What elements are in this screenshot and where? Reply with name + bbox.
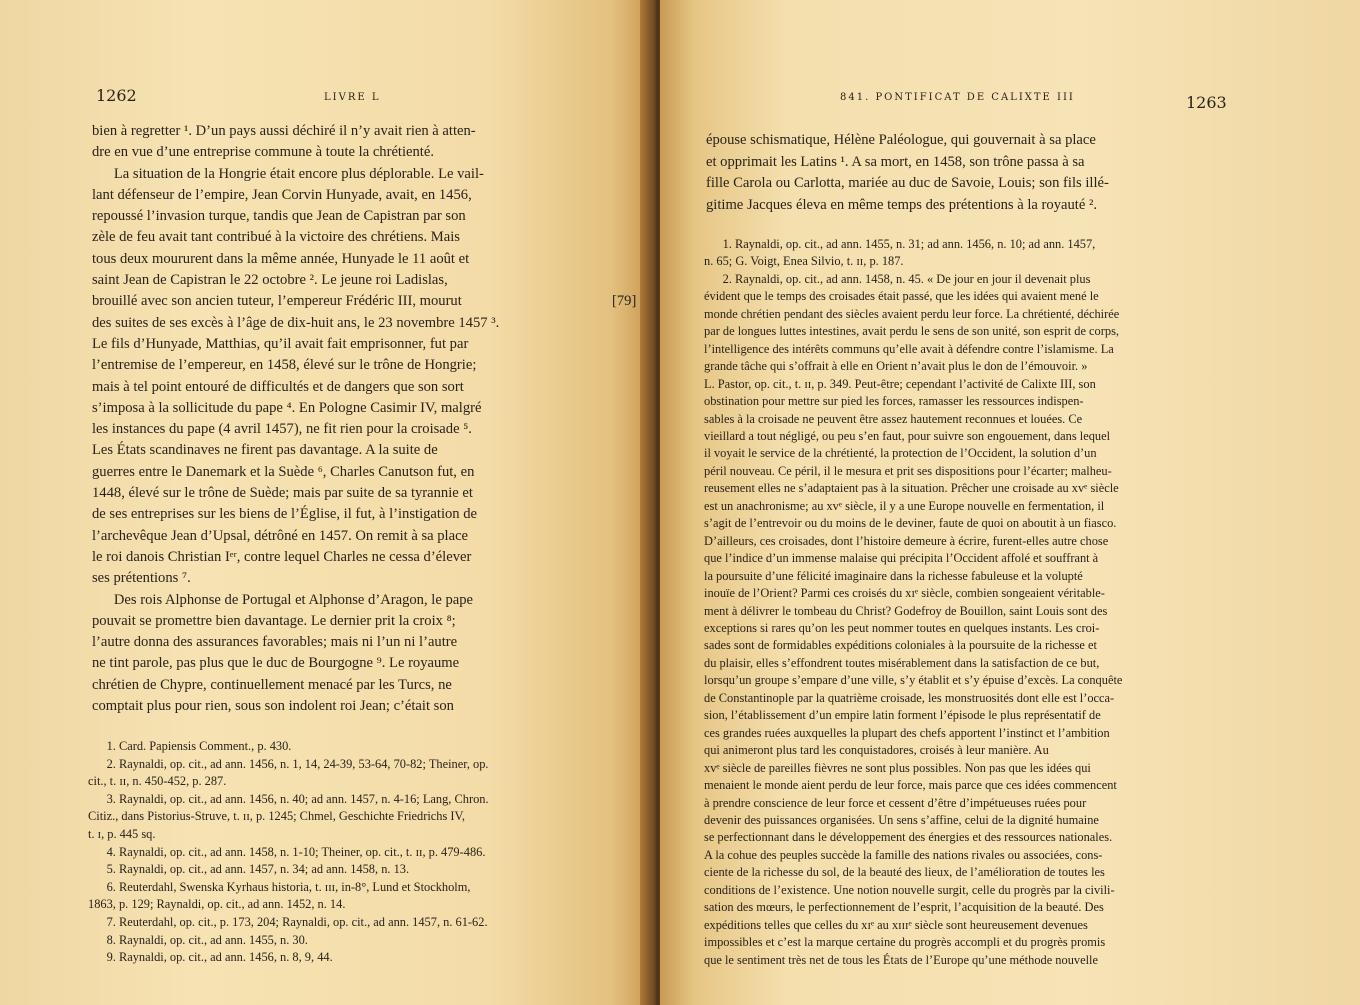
footnote-line: n. 65; G. Voigt, Enea Silvio, t. ɪɪ, p. 187. — [704, 254, 904, 269]
footnote-line: vieillard a tout négligé, ou peu s’en faut, pour suivre son engouement, dans lequel — [704, 428, 1111, 443]
text-line: brouillé avec son ancien tuteur, l’empereur Frédéric III, mourut — [92, 293, 462, 310]
text-line: bien à regretter ¹. D’un pays aussi déchiré il n’y avait rien à atten- — [92, 123, 476, 139]
text-line: et opprimait les Latins ¹. A sa mort, en 1458, son trône passa à sa — [706, 153, 1085, 170]
footnote-line: lorsqu’un groupe s’empare d’une ville, s’y établit et s’y épuise d’excès. La conquête — [704, 673, 1123, 688]
footnote-line: ces grandes ruées auxquelles la plupart des chefs apportent l’instinct et l’ambition — [704, 725, 1110, 740]
footnote-line: t. ɪ, p. 445 sq. — [88, 826, 156, 841]
text-line: tous deux moururent dans la même année, Hunyade le 11 août et — [92, 250, 470, 267]
footnote-line: sation des mœurs, le perfectionnement de l’esprit, l’acquisition de la beauté. Des — [704, 900, 1104, 915]
left-page — [0, 0, 652, 1005]
footnote-line: 8. Raynaldi, op. cit., ad ann. 1455, n. 30. — [88, 932, 308, 947]
text-line: ne tint parole, pas plus que le duc de Bourgogne ⁹. Le royaume — [92, 655, 460, 672]
footnote-line: ciente de la richesse du sol, de la beauté des lieux, de l’amélioration de toutes les — [704, 865, 1105, 880]
footnote-line: s’agit de l’entrevoir ou du moins de le deviner, faute de quoi on aboutit à un fiasco. — [704, 516, 1117, 531]
left-footnotes — [88, 738, 606, 967]
running-head: 841. PONTIFICAT DE CALIXTE III — [840, 92, 1075, 103]
text-line: les instances du pape (4 avril 1457), ne fit rien pour la croisade ⁵. — [92, 421, 472, 438]
footnote-line: 3. Raynaldi, op. cit., ad ann. 1456, n. 40; ad ann. 1457, n. 4-16; Lang, Chron. — [88, 791, 489, 806]
footnote-line: que l’indice d’un immense malaise qui précipita l’Occident affolé et souffrant à — [704, 551, 1099, 566]
footnote-line: obstination pour mettre sur pied les forces, ramasser les ressources indispen- — [704, 394, 1084, 409]
footnote-line: péril nouveau. Ce péril, il le mesura et prit ses dispositions pour l’écarter; malheu- — [704, 463, 1112, 478]
footnote-line: conditions de l’existence. Une notion nouvelle surgit, celle du progrès par la civili- — [704, 882, 1115, 897]
text-line: saint Jean de Capistran le 22 octobre ². Le jeune roi Ladislas, — [92, 272, 448, 289]
footnote-line: A la cohue des peuples succède la famille des nations rivales ou associées, cons- — [704, 847, 1103, 862]
text-line: repoussé l’invasion turque, tandis que Jean de Capistran par son — [92, 208, 466, 225]
text-line: mais à tel point entouré de difficultés et de dangers que son sort — [92, 378, 464, 395]
footnote-line: la poursuite d’une félicité imaginaire dans la richesse fabuleuse et la volupté — [704, 568, 1083, 583]
footnote-line: inouïe de l’Orient? Parmi ces croisés du xɪᵉ siècle, combien songeaient véritable- — [704, 586, 1105, 601]
text-line: de ses entreprises sur les biens de l’Église, il fut, à l’instigation de — [92, 506, 478, 523]
footnote-line: impossibles et c’est la marque certaine du progrès accompli et du progrès promis — [704, 935, 1106, 950]
text-line: lant défenseur de l’empire, Jean Corvin Hunyade, avait, en 1456, — [92, 186, 472, 203]
text-line: comptait plus pour rien, sous son indolent roi Jean; c’était son — [92, 698, 454, 715]
text-line: Le fils d’Hunyade, Matthias, qu’il avait fait emprisonner, fut par — [92, 335, 469, 352]
text-line: gitime Jacques éleva en même temps des prétentions à la royauté ². — [706, 196, 1097, 213]
text-line: dre en vue d’une entreprise commune à toute la chrétienté. — [92, 144, 434, 161]
text-line: l’archevêque Jean d’Upsal, détrôné en 1457. On remit à sa place — [92, 527, 469, 544]
text-line: des suites de ses excès à l’âge de dix-huit ans, le 23 novembre 1457 ³. — [92, 314, 500, 331]
footnote-line: 2. Raynaldi, op. cit., ad ann. 1458, n. 45. « De jour en jour il devenait plus — [704, 271, 1091, 286]
footnote-line: sion, l’établissement d’un empire latin forment l’épisode le plus représentatif de — [704, 708, 1101, 723]
footnote-line: grande tâche qui s’offrait à elle en Orient n’avait plus le don de l’émouvoir. » — [704, 359, 1088, 374]
footnote-line: qui animeront plus tard les conquistadores, croisés à leur manière. Au — [704, 743, 1049, 758]
footnote-line: ment à délivrer le tombeau du Christ? Godefroy de Bouillon, saint Louis sont des — [704, 603, 1108, 618]
text-line: épouse schismatique, Hélène Paléologue, qui gouvernait à sa place — [706, 132, 1096, 148]
text-line: Des rois Alphonse de Portugal et Alphonse d’Aragon, le pape — [92, 591, 473, 608]
footnote-line: est un anachronisme; au xvᵉ siècle, il y a une Europe nouvelle en fermentation, il — [704, 498, 1105, 513]
footnote-line: L. Pastor, op. cit., t. ɪɪ, p. 349. Peut-être; cependant l’activité de Calixte III, son — [704, 376, 1096, 391]
footnote-line: cit., t. ɪɪ, n. 450-452, p. 287. — [88, 774, 227, 789]
footnote-line: menaient le monde aient perdu de leur force, mais parce que ces idées commencent — [704, 778, 1117, 793]
text-line: fille Carola ou Carlotta, mariée au duc de Savoie, Louis; son fils illé- — [706, 175, 1109, 191]
text-line: 1448, élevé sur le trône de Suède; mais par suite de sa tyrannie et — [92, 485, 473, 502]
running-head: LIVRE L — [324, 92, 381, 103]
right-footnotes — [704, 236, 1224, 969]
footnote-line: se perfectionnant dans le développement des énergies et des ressources nationales. — [704, 830, 1113, 845]
footnote-line: 9. Raynaldi, op. cit., ad ann. 1456, n. 8, 9, 44. — [88, 950, 333, 965]
footnote-line: Citiz., dans Pistorius-Struve, t. ɪɪ, p. 1245; Chmel, Geschichte Friedrichs IV, — [88, 809, 465, 824]
text-line: l’autre donna des assurances favorables; mais ni l’un ni l’autre — [92, 634, 458, 651]
page-number: 1262 — [96, 86, 137, 105]
footnote-line: devenir des puissances organisées. Un sens s’affine, celui de la dignité humaine — [704, 812, 1099, 827]
footnote-line: du plaisir, elles s’effondrent toutes misérablement dans la satisfaction de ce but, — [704, 655, 1100, 670]
text-line: chrétien de Chypre, continuellement menacé par les Turcs, ne — [92, 676, 452, 693]
text-line: l’entremise de l’empereur, en 1458, élevé sur le trône de Hongrie; — [92, 357, 477, 374]
page-number: 1263 — [1186, 93, 1227, 112]
footnote-line: l’intelligence des intérêts communs qu’elle avait à défendre contre l’islamisme. La — [704, 341, 1114, 356]
text-line: s’imposa à la sollicitude du pape ⁴. En Pologne Casimir IV, malgré — [92, 399, 482, 416]
footnote-line: 6. Reuterdahl, Swenska Kyrhaus historia, t. ɪɪɪ, in-8°, Lund et Stockholm, — [88, 879, 471, 894]
footnote-line: sables à la croisade ne peuvent être assez hautement reconnues et louées. Ce — [704, 411, 1083, 426]
footnote-line: à prendre conscience de leur force et cessent d’être d’impétueuses ruées pour — [704, 795, 1087, 810]
footnote-line: D’ailleurs, ces croisades, dont l’histoire demeure à écrire, furent-elles autre chose — [704, 533, 1109, 548]
footnote-line: monde chrétien pendant des siècles avaient perdu leur force. La chrétienté, déchirée — [704, 306, 1120, 321]
footnote-line: reusement elles ne s’adaptaient pas à la situation. Prêcher une croisade au xvᵉ siècle — [704, 481, 1119, 496]
footnote-line: 1863, p. 129; Raynaldi, op. cit., ad ann. 1452, n. 14. — [88, 897, 346, 912]
footnote-line: expéditions telles que celles du xɪᵉ au xɪɪɪᵉ siècle sont heureusement devenues — [704, 917, 1088, 932]
text-line: Les États scandinaves ne firent pas davantage. A la suite de — [92, 442, 438, 459]
text-line: ses prétentions ⁷. — [92, 570, 191, 587]
footnote-line: par de longues luttes intestines, avait perdu le sens de son unité, son esprit de corps, — [704, 324, 1119, 339]
text-line: La situation de la Hongrie était encore plus déplorable. Le vail- — [92, 165, 484, 182]
text-line: le roi danois Christian Iᵉʳ, contre lequel Charles ne cessa d’élever — [92, 548, 472, 565]
footnote-line: que le sentiment très net de tous les États de l’Europe qu’une méthode nouvelle — [704, 952, 1098, 967]
footnote-line: évident que le temps des croisades était passé, que les idées qui avaient mené le — [704, 289, 1099, 304]
footnote-line: sades sont de formidables expéditions coloniales à la poursuite de la richesse et — [704, 638, 1097, 653]
left-body-text — [92, 121, 608, 717]
footnote-line: 1. Card. Papiensis Comment., p. 430. — [88, 739, 292, 753]
footnote-line: exceptions si rares qu’on les peut nommer toutes en quelques instants. Les croi- — [704, 620, 1100, 635]
footnote-line: 7. Reuterdahl, op. cit., p. 173, 204; Raynaldi, op. cit., ad ann. 1457, n. 61-62. — [88, 914, 488, 929]
footnote-line: 4. Raynaldi, op. cit., ad ann. 1458, n. 1-10; Theiner, op. cit., t. ɪɪ, p. 479-486. — [88, 844, 486, 859]
footnote-line: 1. Raynaldi, op. cit., ad ann. 1455, n. 31; ad ann. 1456, n. 10; ad ann. 1457, — [704, 237, 1096, 251]
text-line: guerres entre le Danemark et la Suède ⁶, Charles Canutson fut, en — [92, 463, 475, 480]
text-line: zèle de feu avait tant contribué à la victoire des chrétiens. Mais — [92, 229, 460, 246]
footnote-line: 2. Raynaldi, op. cit., ad ann. 1456, n. 1, 14, 24-39, 53-64, 70-82; Theiner, op. — [88, 756, 489, 771]
right-page — [660, 0, 1360, 1005]
footnote-line: 5. Raynaldi, op. cit., ad ann. 1457, n. 34; ad ann. 1458, n. 13. — [88, 862, 410, 877]
footnote-line: de Constantinople par la quatrième croisade, les monstruosités dont elle est l’occa- — [704, 690, 1115, 705]
footnote-line: xvᵉ siècle de pareilles fièvres ne sont plus possibles. Non pas que les idées qui — [704, 760, 1091, 775]
text-line: pouvait se promettre bien davantage. Le dernier prit la croix ⁸; — [92, 612, 456, 629]
margin-reference: [79] — [612, 293, 637, 309]
footnote-line: il voyait le service de la chrétienté, la protection de l’Occident, la solution d’un — [704, 446, 1097, 461]
right-body-text — [706, 130, 1224, 216]
